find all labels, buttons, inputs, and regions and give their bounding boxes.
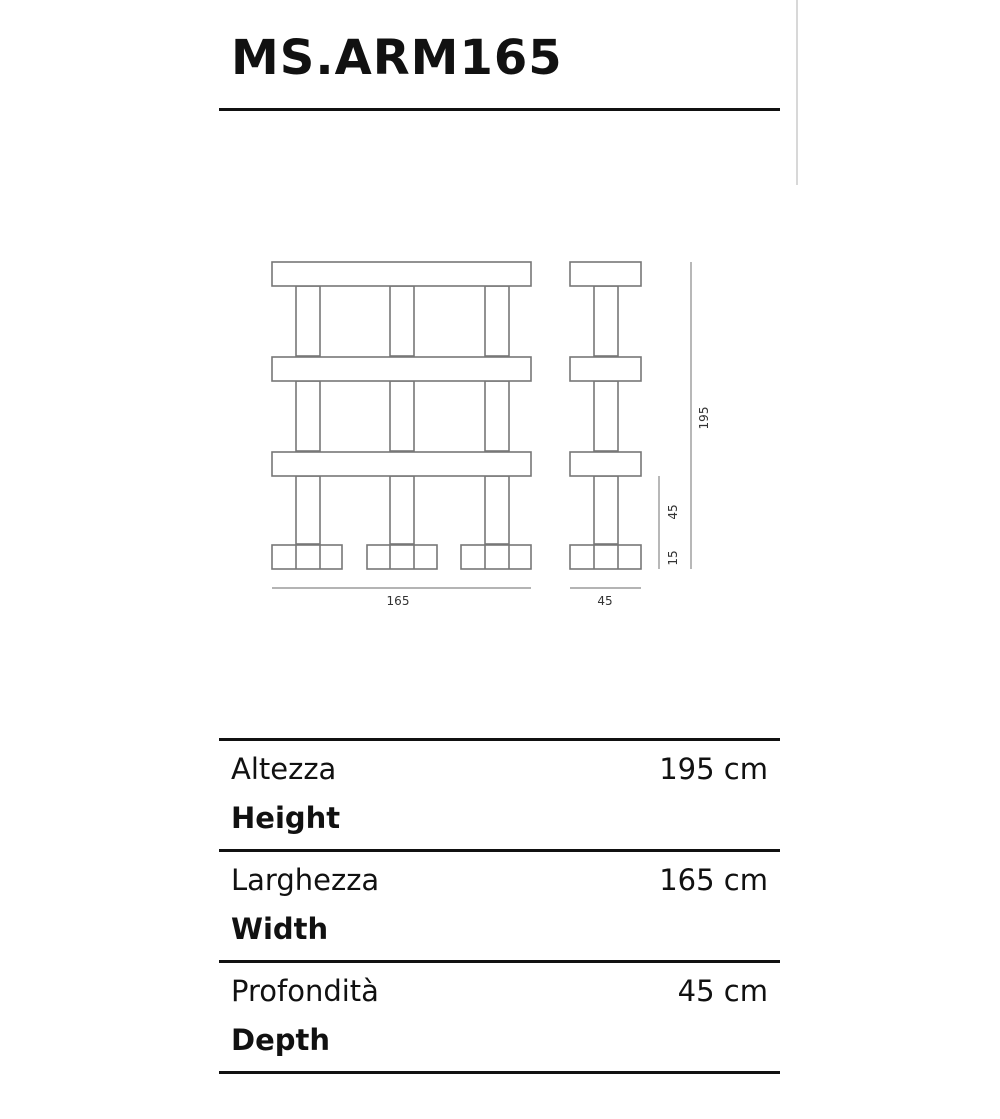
shelf	[570, 357, 641, 381]
shelf	[570, 452, 641, 476]
product-title: MS.ARM165	[231, 30, 563, 86]
height-dimension-label: 195	[697, 406, 711, 430]
shelf	[272, 452, 531, 476]
spec-label-it: Altezza	[231, 752, 337, 786]
leg-dimension-label: 45	[666, 504, 680, 520]
spec-label-it: Larghezza	[231, 863, 380, 897]
base-block	[570, 545, 641, 569]
front-view	[272, 262, 531, 569]
base-dimension-label: 15	[666, 550, 680, 566]
spec-row-width	[219, 849, 780, 960]
spec-label-en: Width	[231, 912, 329, 946]
dimensions-table	[219, 738, 780, 1074]
side-view	[570, 262, 641, 569]
spec-row-depth	[219, 960, 780, 1074]
shelf	[272, 262, 531, 286]
shelf	[272, 357, 531, 381]
spec-value: 45 cm	[677, 974, 768, 1008]
spec-row-height	[219, 738, 780, 849]
shelf	[570, 262, 641, 286]
spec-label-it: Profondità	[231, 974, 379, 1008]
depth-dimension-label: 45	[597, 594, 613, 608]
dimension-lines	[272, 262, 691, 588]
base-block	[272, 545, 342, 569]
spec-label-en: Height	[231, 801, 341, 835]
width-dimension-label: 165	[386, 594, 410, 608]
base-block	[367, 545, 437, 569]
base-block	[461, 545, 531, 569]
spec-label-en: Depth	[231, 1023, 331, 1057]
spec-value: 195 cm	[659, 752, 768, 786]
spec-value: 165 cm	[659, 863, 768, 897]
